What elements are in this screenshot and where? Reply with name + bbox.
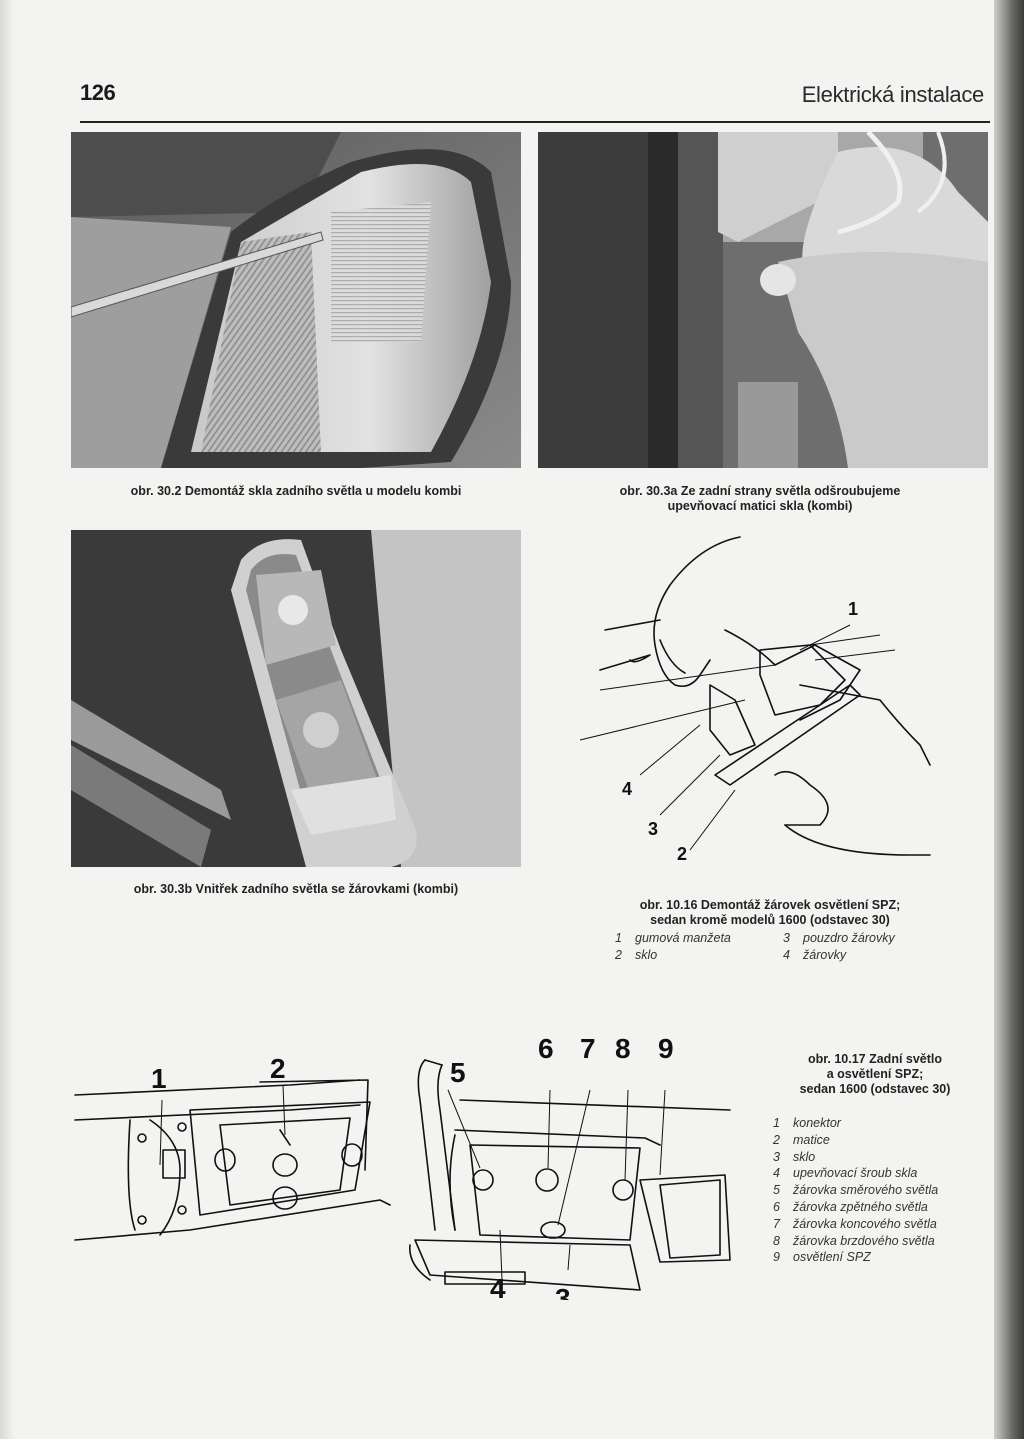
- legend-item: 4 upevňovací šroub skla: [773, 1166, 918, 1181]
- callout-6: 6: [538, 1033, 554, 1064]
- photo-fig-30-3b: [71, 530, 521, 867]
- caption-line-1: obr. 10.17 Zadní světlo: [807, 1052, 943, 1066]
- legend-item: 2 sklo: [615, 947, 658, 962]
- caption-line-2: upevňovací matici skla (kombi): [667, 499, 853, 513]
- legend-item: 1 konektor: [773, 1116, 841, 1130]
- caption-fig-30-3b: [71, 882, 521, 897]
- callout-1: 1: [848, 599, 859, 619]
- caption-fig-10-16: [580, 898, 960, 928]
- legend-item: 6 žárovka zpětného světla: [773, 1199, 928, 1214]
- callout-9: 9: [658, 1033, 674, 1064]
- callout-5: 5: [450, 1057, 466, 1088]
- caption-line-2: sedan kromě modelů 1600 (odstavec 30): [650, 913, 890, 927]
- page-edge-left: [0, 0, 14, 1439]
- caption-line-3: sedan 1600 (odstavec 30): [799, 1082, 951, 1096]
- callout-4: 4: [622, 779, 633, 799]
- legend-item: 7 žárovka koncového světla: [773, 1216, 937, 1231]
- legend-item: 2 matice: [773, 1132, 830, 1147]
- legend-item: 8 žárovka brzdového světla: [773, 1233, 935, 1248]
- photo-fig-30-3a: [538, 132, 988, 468]
- legend-fig-10-16: [615, 930, 945, 964]
- page-number: 126: [80, 80, 116, 105]
- callout-3: 3: [555, 1283, 571, 1300]
- callout-4: 4: [490, 1273, 506, 1300]
- caption-fig-30-3a: [560, 484, 960, 514]
- drawing-fig-10-17: [70, 1030, 760, 1300]
- caption-line-1: obr. 30.3a Ze zadní strany světla odšroubujeme: [619, 484, 901, 498]
- callout-3: 3: [648, 819, 659, 839]
- photo-fig-30-2: [71, 132, 521, 468]
- caption-line-2: a osvětlení SPZ;: [826, 1067, 924, 1081]
- caption-text: obr. 30.2 Demontáž skla zadního světla u modelu kombi: [130, 484, 462, 498]
- chapter-title: Elektrická instalace: [801, 82, 984, 107]
- caption-line-1: obr. 10.16 Demontáž žárovek osvětlení SPZ;: [639, 898, 901, 912]
- callout-2: 2: [677, 844, 688, 864]
- drawing-fig-10-16: [560, 525, 960, 880]
- legend-item: 4 žárovky: [783, 947, 847, 962]
- caption-fig-10-17: [770, 1052, 980, 1097]
- legend-item: 5 žárovka směrového světla: [773, 1183, 939, 1198]
- legend-item: 1 gumová manžeta: [615, 931, 731, 945]
- caption-text: obr. 30.3b Vnitřek zadního světla se žárovkami (kombi): [133, 882, 459, 896]
- callout-1: 1: [151, 1063, 167, 1094]
- legend-fig-10-17: [773, 1115, 983, 1266]
- callout-7: 7: [580, 1033, 596, 1064]
- page-edge-right: [994, 0, 1024, 1439]
- legend-item: 3 pouzdro žárovky: [783, 931, 895, 945]
- callout-2: 2: [270, 1053, 286, 1084]
- callout-8: 8: [615, 1033, 631, 1064]
- header-rule: [80, 121, 990, 123]
- caption-fig-30-2: [71, 484, 521, 499]
- legend-item: 9 osvětlení SPZ: [773, 1250, 871, 1265]
- legend-item: 3 sklo: [773, 1149, 816, 1164]
